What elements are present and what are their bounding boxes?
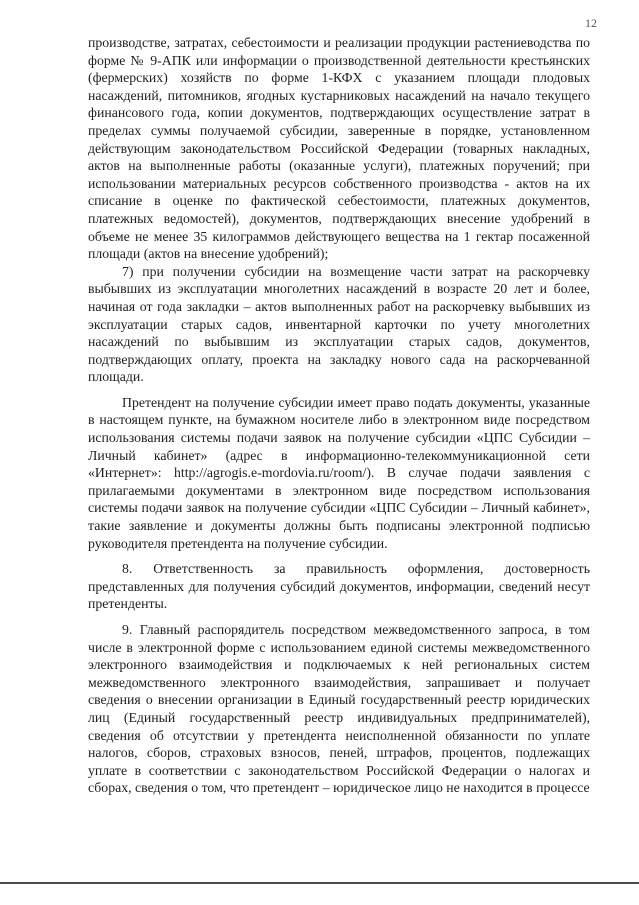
scan-edge-line: [0, 882, 639, 884]
paragraph-item-8: 8. Ответственность за правильность оформления, достоверность представленных для получения субсидий документов, информации, сведений несут претенденты.: [88, 561, 590, 612]
document-body: [88, 34, 590, 805]
paragraph-item-7: 7) при получении субсидии на возмещение части затрат на раскорчевку выбывших из эксплуатации многолетних насаждений в возрасте 20 лет и более, начиная от года закладки – актов выполненных работ на раскорчевку выбывших из эксплуатации старых садов, инвентарной карточки по учету многолетних насаждений по выбывшим из эксплуатации старых садов, документов, подтверждающих оплату, проекта на закладку нового сада на раскорчеванной площади.: [88, 263, 590, 385]
page-number: 12: [585, 16, 597, 30]
paragraph-submission: Претендент на получение субсидии имеет право подать документы, указанные в настоящем пункте, на бумажном носителе либо в электронном виде посредством использования системы подачи заявок на получение субсидии «ЦПС Субсидии – Личный кабинет» (адрес в информационно-телекоммуникационной сети «Интернет»: http://agrogis.e-mordovia.ru/room/). В случае подачи заявления с прилагаемыми документами в электронном виде посредством использования системы подачи заявок на получение субсидии «ЦПС Субсидии – Личный кабинет», такие заявление и документы должны быть подписаны электронной подписью руководителя претендента на получение субсидии.: [88, 394, 590, 551]
paragraph-item-9: 9. Главный распорядитель посредством межведомственного запроса, в том числе в электронной форме с использованием единой системы межведомственного электронного взаимодействия и подключаемых к ней региональных систем межведомственного электронного взаимодействия, запрашивает и получает сведения о внесении организации в Единый государственный реестр юридических лиц (Единый государственный реестр индивидуальных предпринимателей), сведения об отсутствии у претендента неисполненной обязанности по уплате налогов, сборов, страховых взносов, пеней, штрафов, процентов, подлежащих уплате в соответствии с законодательством Российской Федерации о налогах и сборах, сведения о том, что претендент – юридическое лицо не находится в процессе: [88, 622, 590, 796]
paragraph-continuation: производстве, затратах, себестоимости и реализации продукции растениеводства по форме № 9-АПК или информации о производственной деятельности крестьянских (фермерских) хозяйств по форме 1-КФХ с указанием площади плодовых насаждений, питомников, ягодных кустарниковых насаждений на начало текущего финансового года, копии документов, подтверждающих осуществление затрат в пределах суммы получаемой субсидии, заверенные в порядке, установленном действующим законодательством Российской Федерации (товарных накладных, актов на выполненные работы (оказанные услуги), платежных поручений; при использовании материальных ресурсов собственного производства - актов на их списание в оценке по фактической себестоимости, платежных документов, платежных ведомостей), документов, подтверждающих внесение удобрений в объеме не менее 35 килограммов действующего вещества на 1 гектар посаженной площади (актов на внесение удобрений);: [88, 35, 590, 262]
